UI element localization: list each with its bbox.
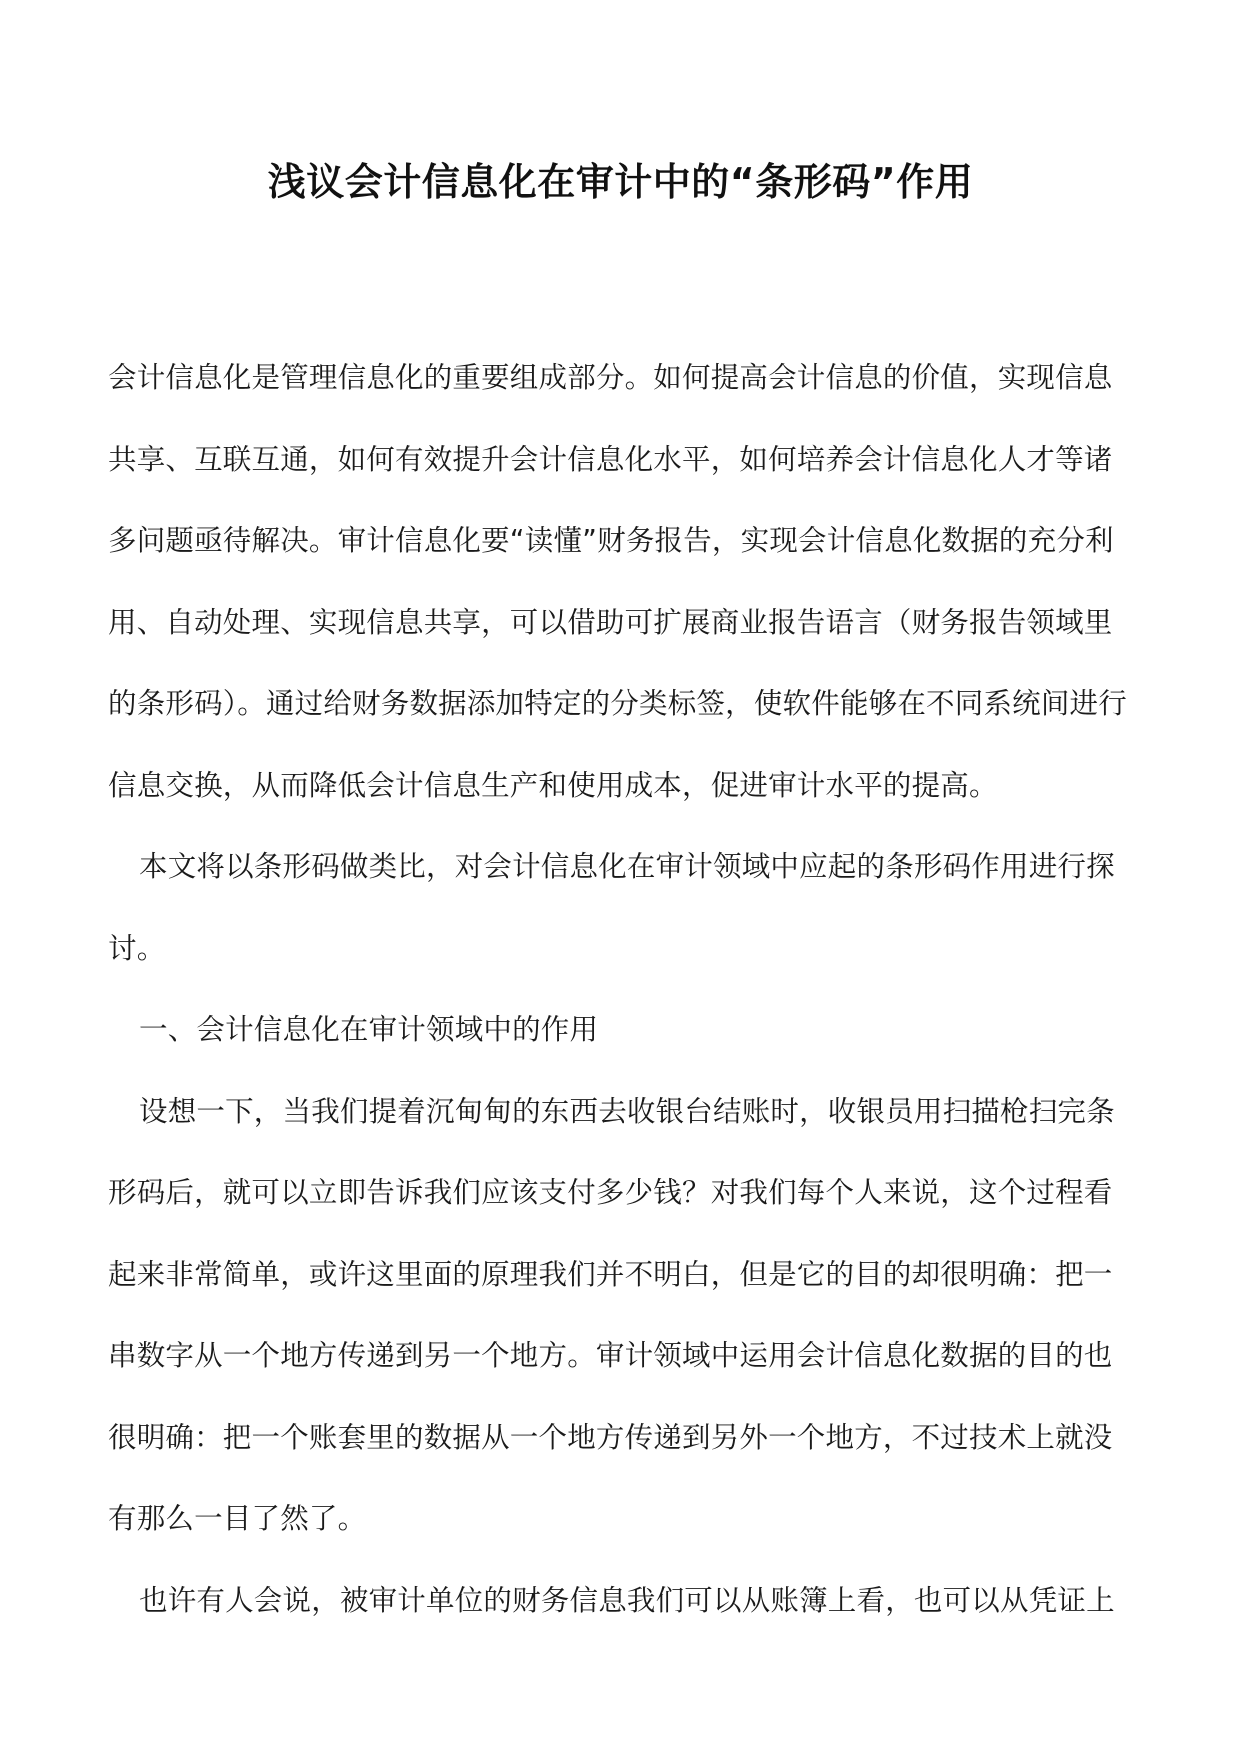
section-heading-1: 一、会计信息化在审计领域中的作用: [139, 1013, 599, 1046]
paragraph-purpose: 本文将以条形码做类比，对会计信息化在审计领域中应起的条形码作用进行探讨。: [108, 850, 1115, 965]
paragraph-barcode-analogy: 设想一下，当我们提着沉甸甸的东西去收银台结账时，收银员用扫描枪扫完条形码后，就可以立即告诉我们应该支付多少钱？对我们每个人来说，这个过程看起来非常简单，或许这里面的原理我们并不明白，但是它的目的却很明确：把一串数字从一个地方传递到另一个地方。审计领域中运用会计信息化数据的目的也很明确：把一个账套里的数据从一个地方传递到另外一个地方，不过技术上就没有那么一目了然了。: [108, 1094, 1115, 1535]
paragraph-intro: 会计信息化是管理信息化的重要组成部分。如何提高会计信息的价值，实现信息共享、互联互通，如何有效提升会计信息化水平，如何培养会计信息化人才等诸多问题亟待解决。审计信息化要“读懂”财务报告，实现会计信息化数据的充分利用、自动处理、实现信息共享，可以借助可扩展商业报告语言（财务报告领域里的条形码）。通过给财务数据添加特定的分类标签，使软件能够在不同系统间进行信息交换，从而降低会计信息生产和使用成本，促进审计水平的提高。: [108, 361, 1127, 802]
document-body: [108, 337, 1136, 1641]
paragraph-continuation: 也许有人会说，被审计单位的财务信息我们可以从账簿上看，也可以从凭证上: [139, 1583, 1115, 1617]
document-title: 浅议会计信息化在审计中的“条形码”作用: [267, 160, 974, 204]
